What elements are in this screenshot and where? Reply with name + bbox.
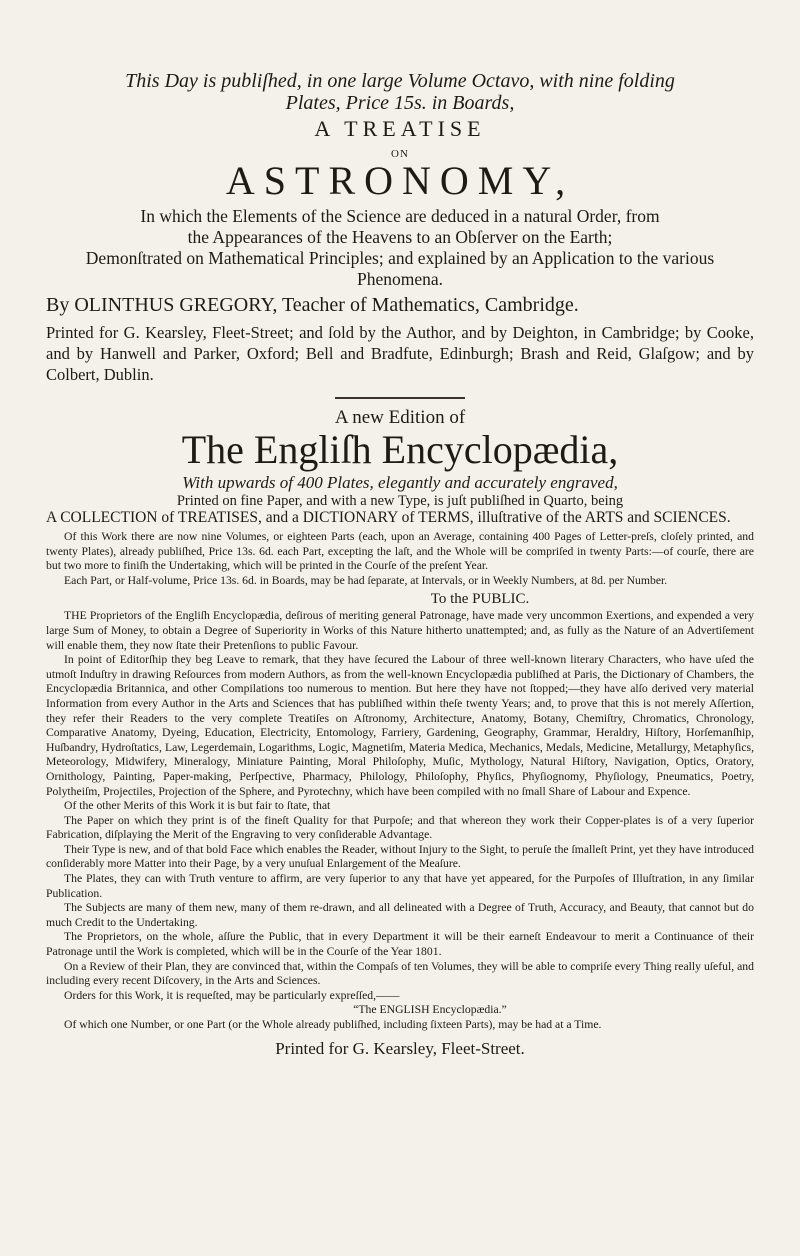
plates-paragraph: The Plates, they can with Truth venture to affirm, are very ſuperior to any that have yet appeared, for the Purpoſes of Illuſtration, in any ſimilar Publication. (46, 872, 754, 900)
proprietors-paragraph: THE Proprietors of the Engliſh Encyclopædia, deſirous of meriting general Patronage, have made very uncommon Exertions, and expended a very large Sum of Money, to obtain a Degree of Superiority in Works of this Nature hitherto unattempted; and, as fully as the Nature of an Advertiſement will enable them, they now ſtate their Pretenſions to public Favour. (46, 609, 754, 652)
other-merits-paragraph: Of the other Merits of this Work it is but fair to ſtate, that (64, 799, 331, 813)
description-line: In which the Elements of the Science are deduced in a natural Order, from (140, 206, 660, 226)
author-line: By OLINTHUS GREGORY, Teacher of Mathematics, Cambridge. (46, 294, 579, 316)
on-label: ON (391, 148, 409, 160)
description-line: the Appearances of the Heavens to an Obſerver on the Earth; (187, 227, 613, 247)
new-edition-label: A new Edition of (334, 407, 466, 428)
encyclopaedia-quote: “The ENGLISH Encyclopædia.” (353, 1003, 507, 1017)
section-divider (335, 397, 465, 399)
volumes-paragraph: Of this Work there are now nine Volumes, or eighteen Parts (each, upon an Average, containing 400 Pages of Letter-preſs, cloſely printed, and twenty Plates), already publiſhed, Price 13s. 6d. each Part, excepting the laſt, and the Whole will be compriſed in twenty Parts:—of courſe, there are but two more to finiſh the Undertaking, which will be printed in the Courſe of the preſent Year. (46, 530, 754, 573)
plates-line: With upwards of 400 Plates, elegantly and accurately engraved, (182, 473, 618, 492)
encyclopaedia-title: The Engliſh Encyclopædia, (181, 427, 619, 472)
subjects-paragraph: The Subjects are many of them new, many of them re-drawn, and all delineated with a Degree of Truth, Accuracy, and Beauty, that cannot but do much Credit to the Undertaking. (46, 901, 754, 929)
printed-for-line: Printed for G. Kearsley, Fleet-Street; and ſold by the Author, and by Deighton, in Cambridge; by Cooke, and by Hanwell and Parker, Oxford; Bell and Bradfute, Edinburgh; Brash and Reid, Glaſgow; and by Colbert, Dublin. (46, 323, 754, 384)
description-line: Phenomena. (356, 269, 444, 289)
to-the-public-heading: To the PUBLIC. (430, 591, 530, 608)
publication-header-line1: This Day is publiſhed, in one large Volume Octavo, with nine folding (125, 70, 675, 92)
orders-paragraph: Orders for this Work, it is requeſted, may be particularly expreſſed,—— (64, 988, 400, 1002)
collection-line: A COLLECTION of TREATISES, and a DICTIONARY of TERMS, illuſtrative of the ARTS and SCIENCES. (46, 509, 731, 526)
footer-imprint: Printed for G. Kearsley, Fleet-Street. (275, 1038, 525, 1058)
printed-on-line: Printed on fine Paper, and with a new Type, is juſt publiſhed in Quarto, being (176, 493, 624, 509)
editorship-paragraph: In point of Editorſhip they beg Leave to remark, that they have ſecured the Labour of three well-known literary Characters, who have uſed the utmoſt Induſtry in drawing Reſources from modern Authors, as from the well-known Encyclopædia publiſhed at Paris, the Dictionary of Chambers, the Encyclopædia Britannica, and other Compilations too numerous to mention. But here they have not ſtopped;—they have alſo derived very material Information from every Author in the Arts and Sciences that has publiſhed within theſe twenty Years; and, to prove that this is not merely Aſſertion, they refer their Readers to the very complete Treatiſes on Aſtronomy, Architecture, Anatomy, Botany, Chemiſtry, Chromatics, Chronology, Comparative Anatomy, Dyeing, Education, Electricity, Entomology, Farriery, Gardening, Geography, Grammar, Heraldry, Hiſtory, Horſemanſhip, Huſbandry, Hydroſtatics, Law, Legerdemain, Logarithms, Logic, Magnetiſm, Materia Medica, Mechanics, Medals, Medicine, Metallurgy, Metaphyſics, Meteorology, Midwifery, Mineralogy, Miniature Painting, Moral Philoſophy, Muſic, Mythology, Natural Hiſtory, Navigation, Optics, Oratory, Ornithology, Painting, Paper-making, Perſpective, Pharmacy, Philology, Philoſophy, Phyſics, Phyſiognomy, Phyſiology, Pneumatics, Poetry, Polytheiſm, Projectiles, Projection of the Sphere, and Pyrotechny, which have been compiled with no ſmall Share of Labour and Expence. (46, 653, 754, 798)
paper-paragraph: The Paper on which they print is of the fineſt Quality for that Purpoſe; and that whereon they work their Copper-plates is of a very ſuperior Fabrication, diſplaying the Merit of the Engraving to very conſiderable Advantage. (46, 813, 754, 842)
astronomy-title: ASTRONOMY, (225, 158, 575, 203)
type-paragraph: Their Type is new, and of that bold Face which enables the Reader, without Injury to the Sight, to peruſe the ſmalleſt Print, yet they have introduced conſiderably more Matter into their Page, by a very unuſual Enlargement of the Meaſure. (46, 842, 754, 871)
treatise-heading: A TREATISE (314, 116, 486, 141)
description-line: Demonſtrated on Mathematical Principles; and explained by an Application to the various (85, 248, 715, 268)
each-part-paragraph: Each Part, or Half-volume, Price 13s. 6d. in Boards, may be had ſeparate, at Intervals, or in Weekly Numbers, at 8d. per Number. (64, 573, 668, 587)
assure-paragraph: The Proprietors, on the whole, aſſure the Public, that in every Department it will be their earneſt Endeavour to merit a Continuance of their Patronage until the Work is completed, which will be in the Courſe of the Year 1801. (46, 930, 754, 959)
treatise-description (46, 206, 754, 290)
review-paragraph: On a Review of their Plan, they are convinced that, within the Compaſs of ten Volumes, they will be able to compriſe every Thing really uſeful, and including every recent Diſcovery, in the Arts and Sciences. (46, 959, 754, 988)
number-paragraph: Of which one Number, or one Part (or the Whole already publiſhed, including ſixteen Parts), may be had at a Time. (64, 1018, 602, 1031)
publication-header-line2: Plates, Price 15s. in Boards, (285, 92, 515, 114)
